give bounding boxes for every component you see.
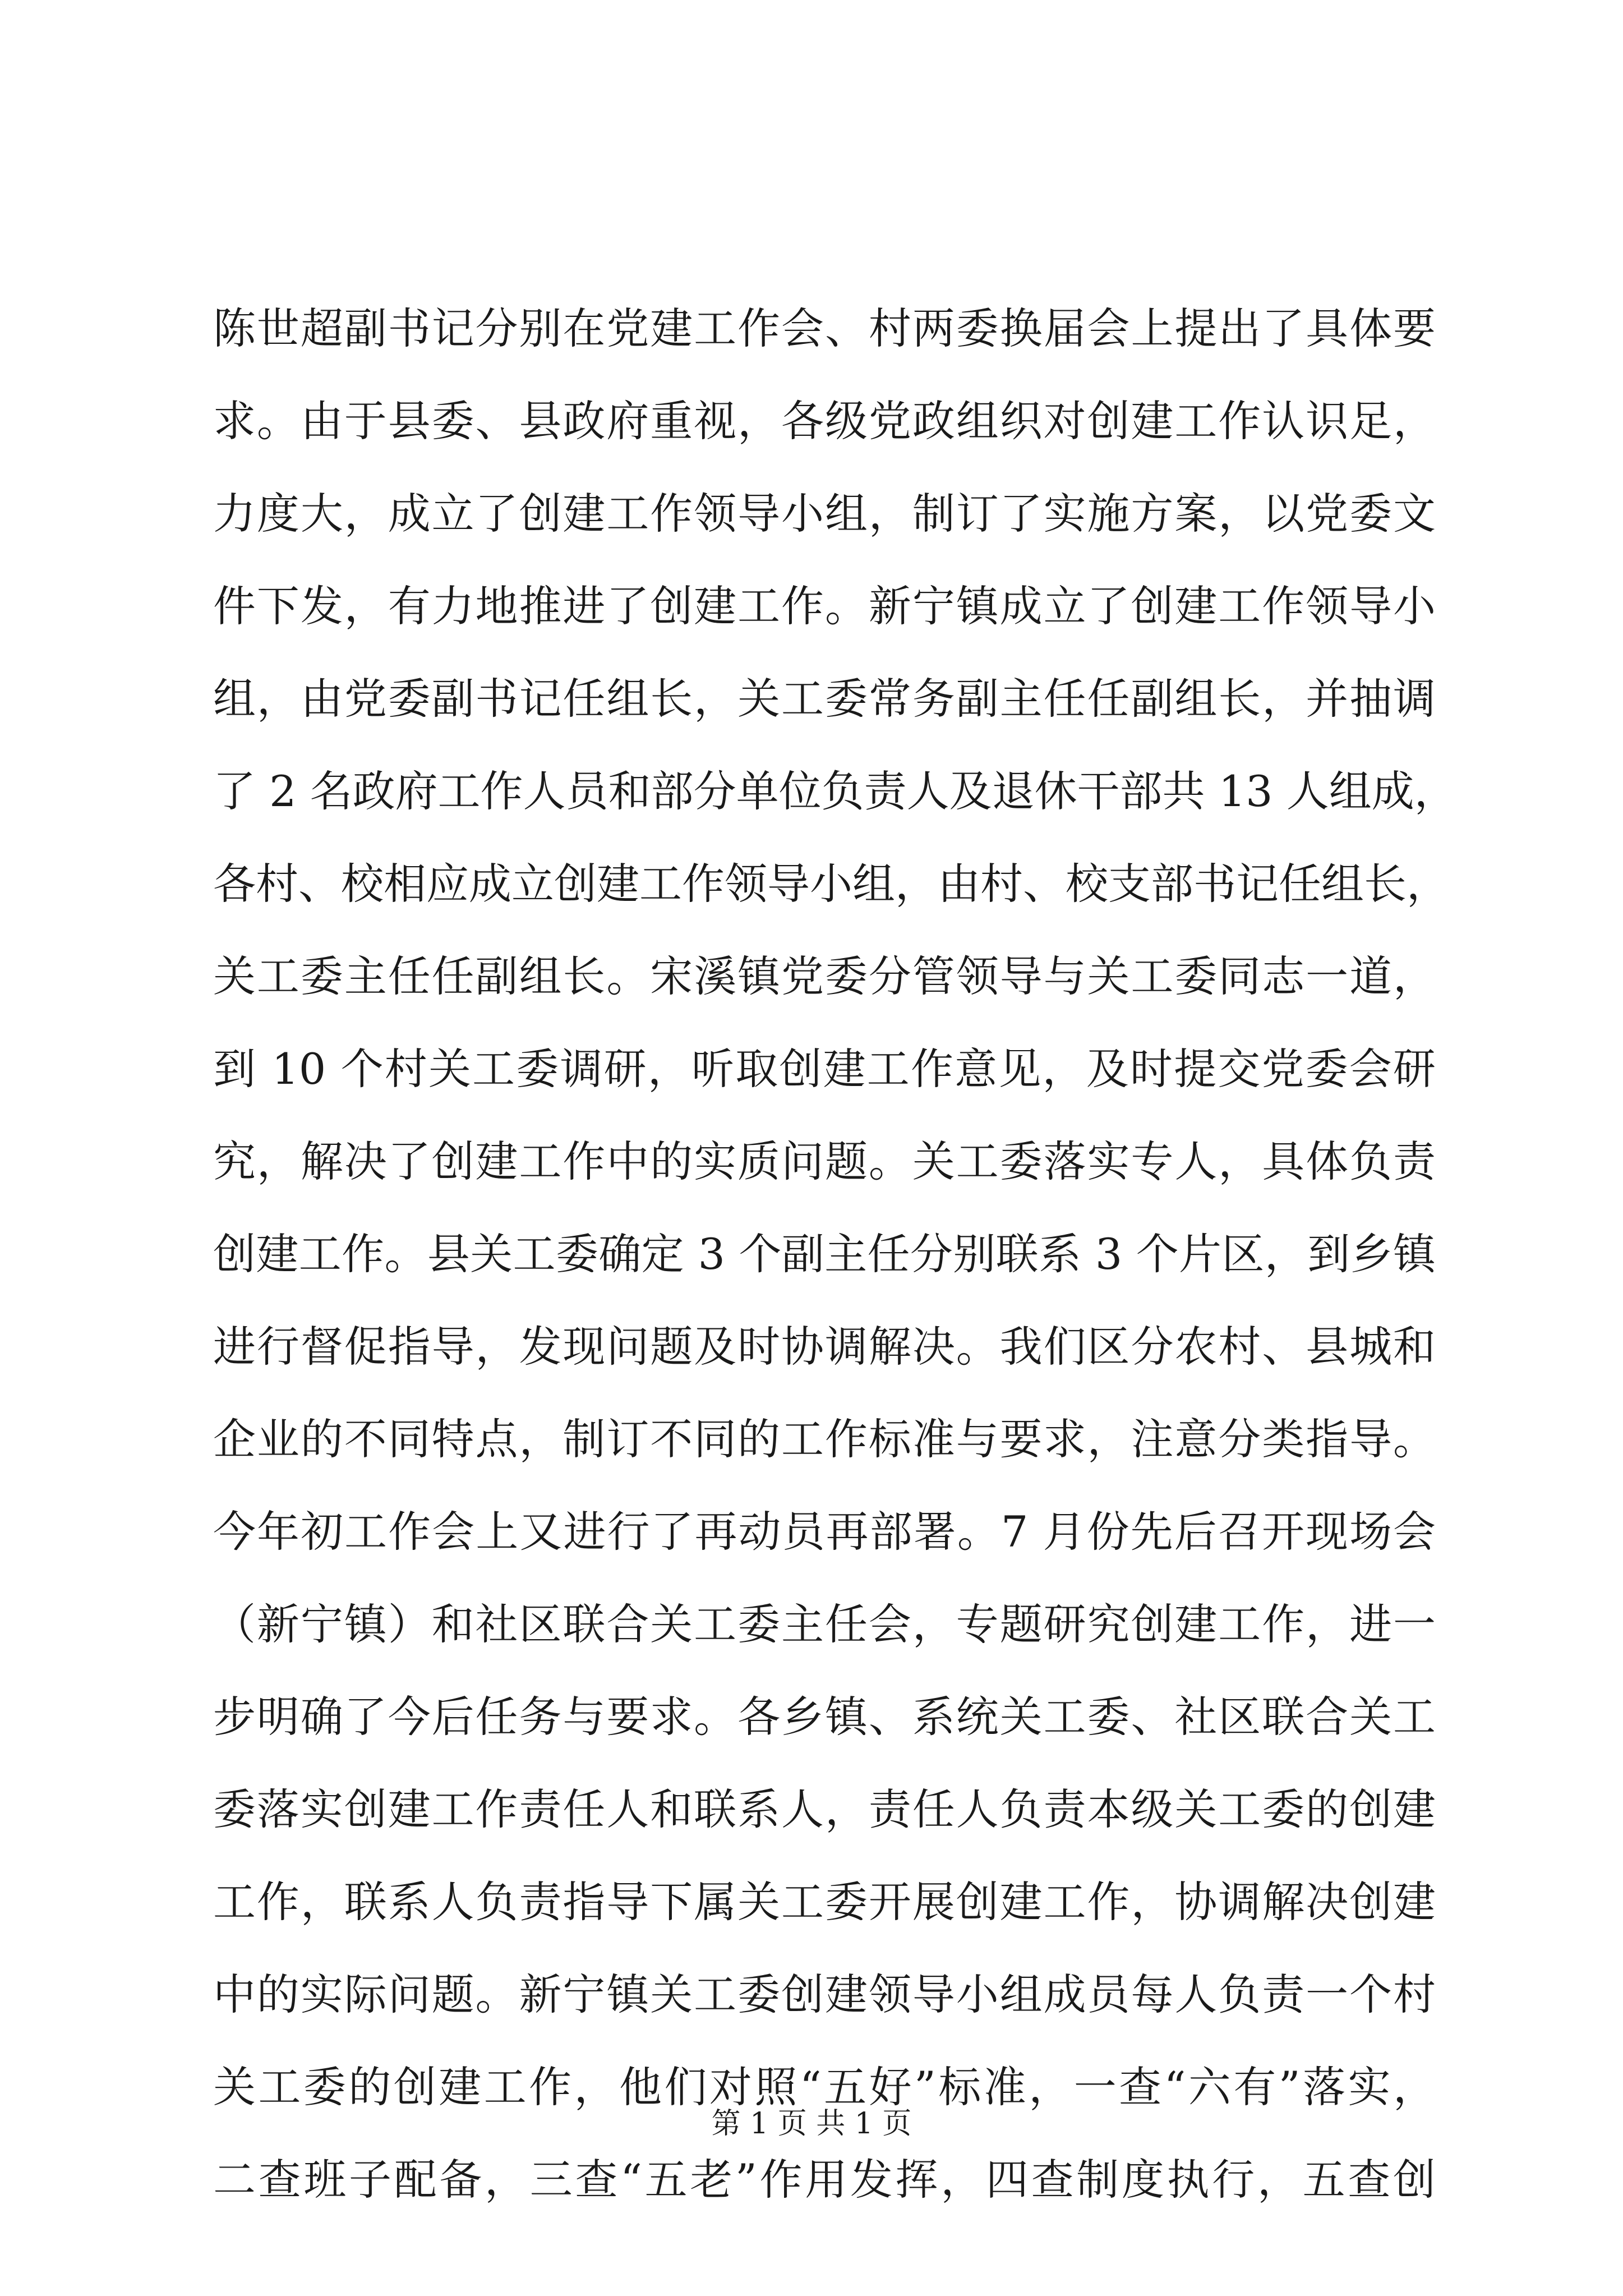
text-line: 组，由党委副书记任组长，关工委常务副主任任副组长，并抽调	[213, 674, 1436, 724]
text-line: 了 2 名政府工作人员和部分单位负责人及退休干部共 13 人组成，	[213, 766, 1457, 816]
body-paragraph	[213, 301, 1457, 2244]
text-line: 委落实创建工作责任人和联系人，责任人负责本级关工委的创建	[213, 1784, 1436, 1834]
text-line: 求。由于县委、县政府重视，各级党政组织对创建工作认识足，	[213, 396, 1436, 446]
text-line: （新宁镇）和社区联合关工委主任会，专题研究创建工作，进一	[213, 1599, 1436, 1649]
text-line: 工作，联系人负责指导下属关工委开展创建工作，协调解决创建	[213, 1877, 1436, 1927]
text-line: 进行督促指导，发现问题及时协调解决。我们区分农村、县城和	[213, 1322, 1436, 1372]
page-footer: 第 1 页 共 1 页	[711, 2107, 912, 2141]
text-line: 中的实际问题。新宁镇关工委创建领导小组成员每人负责一个村	[213, 1970, 1436, 2019]
text-line: 到 10 个村关工委调研，听取创建工作意见，及时提交党委会研	[213, 1044, 1436, 1094]
text-line: 关工委的创建工作，他们对照“五好”标准，一查“六有”落实，	[213, 2062, 1436, 2112]
text-line: 二查班子配备，三查“五老”作用发挥，四查制度执行，五查创	[213, 2155, 1436, 2205]
text-line: 各村、校相应成立创建工作领导小组，由村、校支部书记任组长，	[213, 859, 1449, 909]
text-line: 究，解决了创建工作中的实质问题。关工委落实专人，具体负责	[213, 1137, 1436, 1186]
text-line: 陈世超副书记分别在党建工作会、村两委换届会上提出了具体要	[213, 303, 1436, 353]
text-line: 今年初工作会上又进行了再动员再部署。7 月份先后召开现场会	[213, 1507, 1436, 1557]
text-line: 件下发，有力地推进了创建工作。新宁镇成立了创建工作领导小	[213, 581, 1436, 631]
text-line: 步明确了今后任务与要求。各乡镇、系统关工委、社区联合关工	[213, 1692, 1436, 1742]
text-line: 企业的不同特点，制订不同的工作标准与要求，注意分类指导。	[213, 1414, 1436, 1464]
text-line: 力度大，成立了创建工作领导小组，制订了实施方案，以党委文	[213, 489, 1436, 539]
text-line: 关工委主任任副组长。宋溪镇党委分管领导与关工委同志一道，	[213, 951, 1436, 1001]
text-line: 创建工作。县关工委确定 3 个副主任分别联系 3 个片区，到乡镇	[213, 1229, 1436, 1279]
